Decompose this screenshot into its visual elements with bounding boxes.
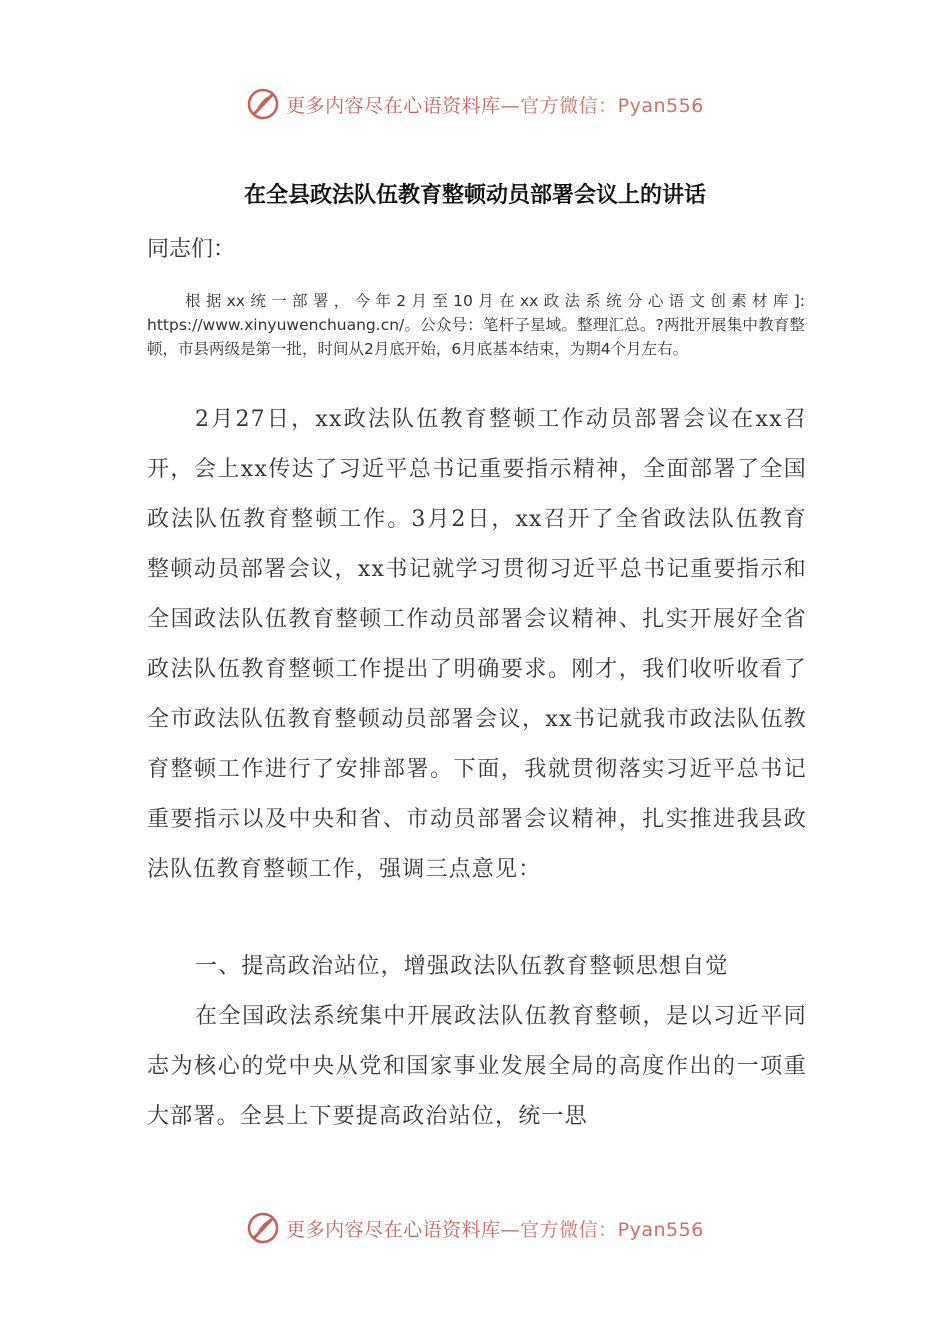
quill-logo-icon [246, 1211, 280, 1245]
paragraph-2: 在全国政法系统集中开展政法队伍教育整顿，是以习近平同志为核心的党中央从党和国家事业发展全局的高度作出的一项重大部署。全县上下要提高政治站位，统一思 [147, 1004, 807, 1129]
paragraph-1: 2月27日，xx政法队伍教育整顿工作动员部署会议在xx召开，会上xx传达了习近平总书记重要指示精神，全面部署了全国政法队伍教育整顿工作。3月2日，xx召开了全省政法队伍教育整顿动员部署会议，xx书记就学习贯彻习近平总书记重要指示和全国政法队伍教育整顿工作动员部署会议精神、扎实开展好全省政法队伍教育整顿工作提出了明确要求。刚才，我们收听收看了全市政法队伍教育整顿动员部署会议，xx书记就我市政法队伍教育整顿工作进行了安排部署。下面，我就贯彻落实习近平总书记重要指示以及中央和省、市动员部署会议精神，扎实推进我县政法队伍教育整顿工作，强调三点意见： [147, 407, 807, 882]
greeting: 同志们： [147, 237, 236, 262]
footer-banner [0, 1208, 950, 1248]
banner-text: 更多内容尽在心语资料库—官方微信：Pyan556 [286, 1218, 704, 1241]
quill-logo-icon [246, 87, 280, 121]
page-title: 在全县政法队伍教育整顿动员部署会议上的讲话 [243, 183, 706, 208]
header-banner [0, 84, 950, 124]
section-heading-1: 一、提高政治站位，增强政法队伍教育整顿思想自觉 [195, 954, 729, 979]
banner-text: 更多内容尽在心语资料库—官方微信：Pyan556 [286, 94, 704, 117]
source-note: 根据xx统一部署，今年2月至10月在xx政法系统分心语文创素材库]: https://www.xinyuwenchuang.cn/。公众号：笔杆子星域。整理汇总。?两批开展集中教育整顿，市县两级是第一批，时间从2月底开始，6月底基本结束，为期4个月左右。 [147, 292, 805, 358]
